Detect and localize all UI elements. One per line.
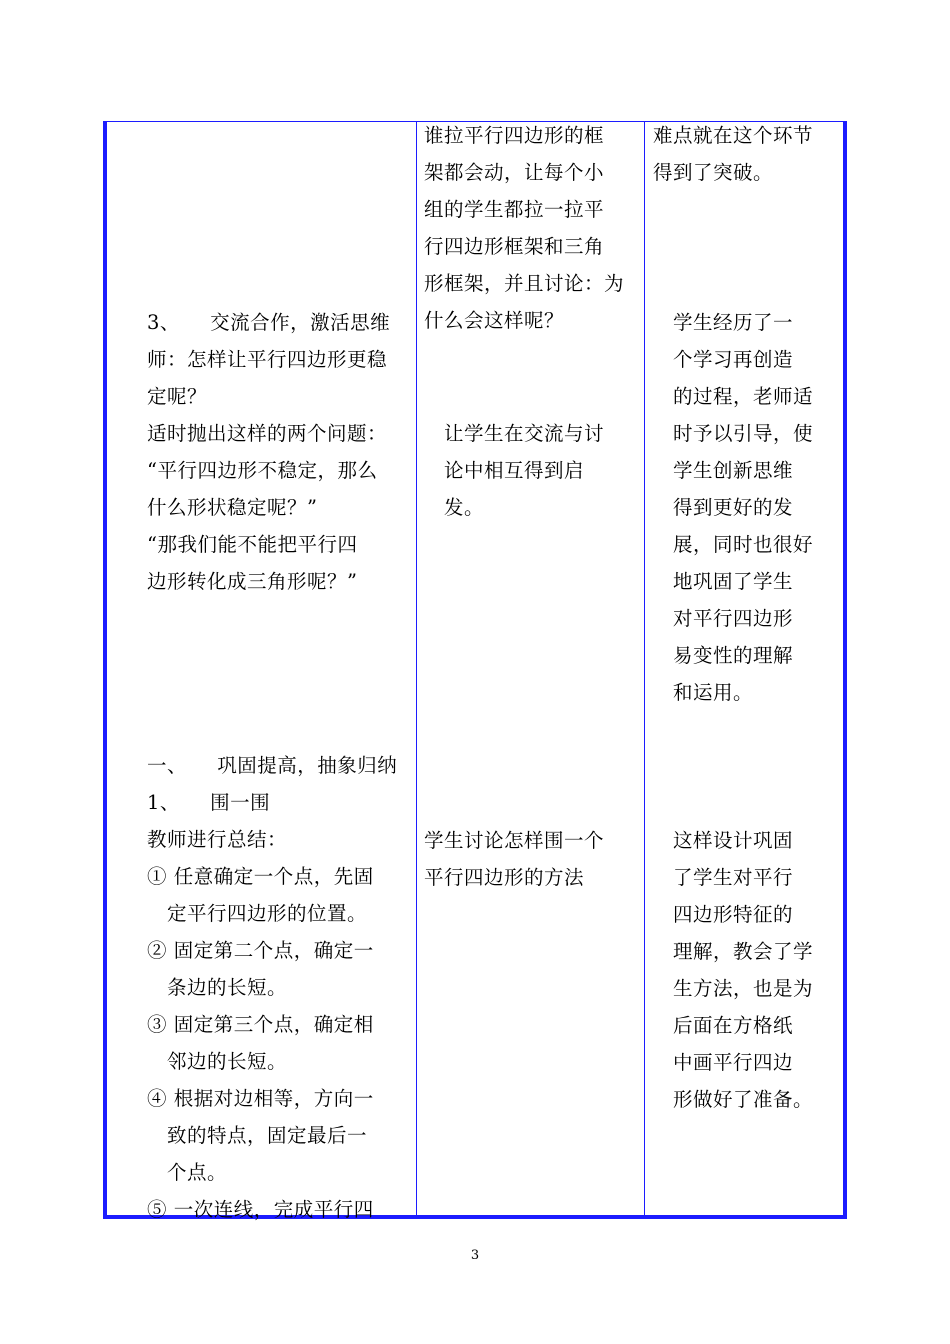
text-line: 师：怎样让平行四边形更稳 [147, 348, 388, 371]
column-divider [644, 121, 645, 1217]
section3-block [147, 304, 390, 600]
activity-middle-block [424, 415, 604, 526]
text-line: 形做好了准备。 [653, 1088, 814, 1111]
step-line: ② 固定第二个点，确定一 [147, 939, 374, 962]
text-line: 架都会动，让每个小 [424, 161, 605, 184]
text-line: 这样设计巩固 [653, 829, 794, 852]
column-divider [416, 121, 417, 1217]
intent-top-block [653, 117, 813, 191]
activity-top-block [424, 117, 624, 339]
text-line: 形框架，并且讨论：为 [424, 272, 625, 295]
text-line: 时予以引导，使 [653, 422, 814, 445]
text-line: 生方法，也是为 [653, 977, 814, 1000]
text-line: 后面在方格纸 [653, 1014, 794, 1037]
text-line: 发。 [424, 496, 485, 519]
summary-label: 教师进行总结： [147, 828, 288, 851]
step-line: ③ 固定第三个点，确定相 [147, 1013, 374, 1036]
step-line: 致的特点，固定最后一 [147, 1124, 368, 1147]
section3-heading: 3、 交流合作，激活思维 [147, 311, 391, 334]
section-one-block [147, 747, 397, 1228]
text-line: 中画平行四边 [653, 1051, 794, 1074]
step-line: 邻边的长短。 [147, 1050, 288, 1073]
text-line: 学生创新思维 [653, 459, 794, 482]
step-line: 定平行四边形的位置。 [147, 902, 368, 925]
text-line: 学生经历了一 [653, 311, 794, 334]
text-line: 定呢？ [147, 385, 208, 408]
sub1-heading: 1、 围一围 [147, 791, 271, 814]
text-line: 易变性的理解 [653, 644, 794, 667]
section-one-heading: 一、 巩固提高，抽象归纳 [147, 754, 398, 777]
text-line: 理解，教会了学 [653, 940, 814, 963]
activity-bottom-block [424, 822, 604, 896]
intent-middle-block [653, 304, 813, 711]
text-line: 论中相互得到启 [424, 459, 585, 482]
step-line: 个点。 [147, 1161, 228, 1184]
text-line: 什么形状稳定呢？” [147, 496, 318, 519]
step-line: 条边的长短。 [147, 976, 288, 999]
text-line: 谁拉平行四边形的框 [424, 124, 605, 147]
text-line: 四边形特征的 [653, 903, 794, 926]
text-line: 让学生在交流与讨 [424, 422, 605, 445]
text-line: 平行四边形的方法 [424, 866, 585, 889]
text-line: 和运用。 [653, 681, 754, 704]
text-line: 的过程，老师适 [653, 385, 814, 408]
intent-bottom-block [653, 822, 813, 1118]
text-line: 行四边形框架和三角 [424, 235, 605, 258]
text-line: 对平行四边形 [653, 607, 794, 630]
text-line: “那我们能不能把平行四 [147, 533, 358, 556]
text-line: 地巩固了学生 [653, 570, 794, 593]
text-line: 组的学生都拉一拉平 [424, 198, 605, 221]
page-number: 3 [470, 1248, 480, 1263]
step-line: ① 任意确定一个点，先固 [147, 865, 374, 888]
text-line: 得到更好的发 [653, 496, 794, 519]
text-line: 了学生对平行 [653, 866, 794, 889]
text-line: 边形转化成三角形呢？” [147, 570, 358, 593]
text-line: 得到了突破。 [653, 161, 774, 184]
text-line: 展，同时也很好 [653, 533, 814, 556]
text-line: 适时抛出这样的两个问题： [147, 422, 388, 445]
text-line: 个学习再创造 [653, 348, 794, 371]
step-line: ④ 根据对边相等，方向一 [147, 1087, 374, 1110]
text-line: “平行四边形不稳定，那么 [147, 459, 378, 482]
step-line: ⑤ 一次连线，完成平行四 [147, 1198, 374, 1221]
text-line: 什么会这样呢？ [424, 309, 565, 332]
text-line: 难点就在这个环节 [653, 124, 814, 147]
text-line: 学生讨论怎样围一个 [424, 829, 605, 852]
